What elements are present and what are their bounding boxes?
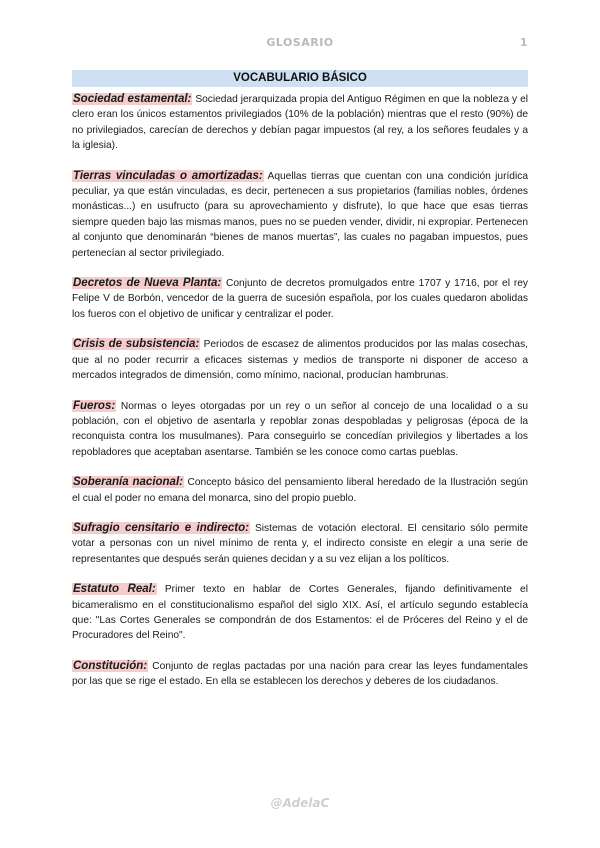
glossary-entry [72, 92, 528, 154]
glossary-term: Tierras vinculadas o amortizadas: [73, 169, 263, 182]
glossary-entry [72, 337, 528, 383]
glossary-list [72, 92, 528, 705]
glossary-term: Estatuto Real: [73, 583, 156, 596]
glossary-term: Constitución: [73, 659, 148, 672]
glossary-definition: Conjunto de decretos promulgados entre 1707 y 1716, por el rey Felipe V de Borbón, vencedor de la guerra de sucesión española, por los cuales quedaron abolidas los fueros con el objetivo de unificar y centralizar el poder. [72, 278, 528, 320]
glossary-definition: Aquellas tierras que cuentan con una condición jurídica peculiar, ya que están vinculadas, es decir, pertenecen a sus propietarios (familias nobles, órdenes monásticas...) en usufructo (para su aprovechamiento y disfrute), lo que hace que esas tierras siempre queden bajo las mismas manos, pues no se pueden vender, dividir, ni expropiar. Pertenecen al conjunto que denominarán “bienes de manos muertas”, las cuales no pagaban impuestos, pues pertenecían al sector privilegiado. [72, 170, 528, 259]
author-watermark: @AdelaC [270, 796, 330, 810]
glossary-term: Fueros: [73, 399, 116, 412]
glossary-entry [72, 475, 528, 506]
glossary-definition: Normas o leyes otorgadas por un rey o un señor al concejo de una localidad o a su población, con el objetivo de asentarla y repoblar zonas despobladas y peligrosas (época de la reconquista contra los musulmanes). Para conseguirlo se concedían privilegios y libertades a los repobladores que aceptaban asentarse. También se les conoce como cartas pueblas. [72, 400, 528, 458]
section-title: VOCABULARIO BÁSICO [72, 70, 528, 87]
glossary-term: Soberanía nacional: [73, 476, 183, 489]
glossary-entry [72, 582, 528, 644]
glossary-entry [72, 169, 528, 261]
glossary-definition: Sistemas de votación electoral. El censitario sólo permite votar a personas con un nivel mínimo de renta y, el indirecto consiste en elegir a una serie de representantes que después serán quienes decidan y a su vez elijan a los políticos. [72, 522, 528, 565]
glossary-term: Decretos de Nueva Planta: [73, 277, 222, 290]
glossary-entry [72, 399, 528, 461]
glossary-entry [72, 276, 528, 322]
glossary-entry [72, 659, 528, 690]
glossary-definition: Concepto básico del pensamiento liberal heredado de la Ilustración según el cual el poder no emana del monarca, sino del propio pueblo. [72, 477, 528, 504]
glossary-term: Sociedad estamental: [73, 93, 192, 105]
glossary-definition: Conjunto de reglas pactadas por una nación para crear las leyes fundamentales por las que se rige el estado. En ella se establecen los derechos y deberes de los ciudadanos. [72, 660, 528, 688]
glossary-definition: Primer texto en hablar de Cortes Generales, fijando definitivamente el bicameralismo en el constitucionalismo español del siglo XIX. Así, el artículo segundo establecía que: "Las Cortes Generales se compondrán de dos Estamentos: el de Próceres del Reino y el de Procuradores del Reino". [72, 584, 528, 642]
glossary-entry [72, 521, 528, 567]
glossary-definition: Sociedad jerarquizada propia del Antiguo Régimen en que la nobleza y el clero eran los únicos estamentos privilegiados (10% de la población) mientras que el resto (90%) de no privilegiados, carecían de derechos y debían pagar impuestos (al rey, a los señores feudales y a la iglesia). [72, 94, 528, 152]
page-header-title: GLOSARIO [266, 36, 334, 49]
glossary-term: Crisis de subsistencia: [73, 338, 200, 351]
page-header [72, 36, 528, 52]
glossary-definition: Periodos de escasez de alimentos producidos por las malas cosechas, que al no poder recurrir a eficaces sistemas y medios de transporte ni disponer de acceso a mercados integrados de dimensión, como mínimo, nacional, producían hambrunas. [72, 339, 528, 382]
glossary-term: Sufragio censitario e indirecto: [73, 521, 249, 534]
page-number: 1 [519, 36, 528, 49]
